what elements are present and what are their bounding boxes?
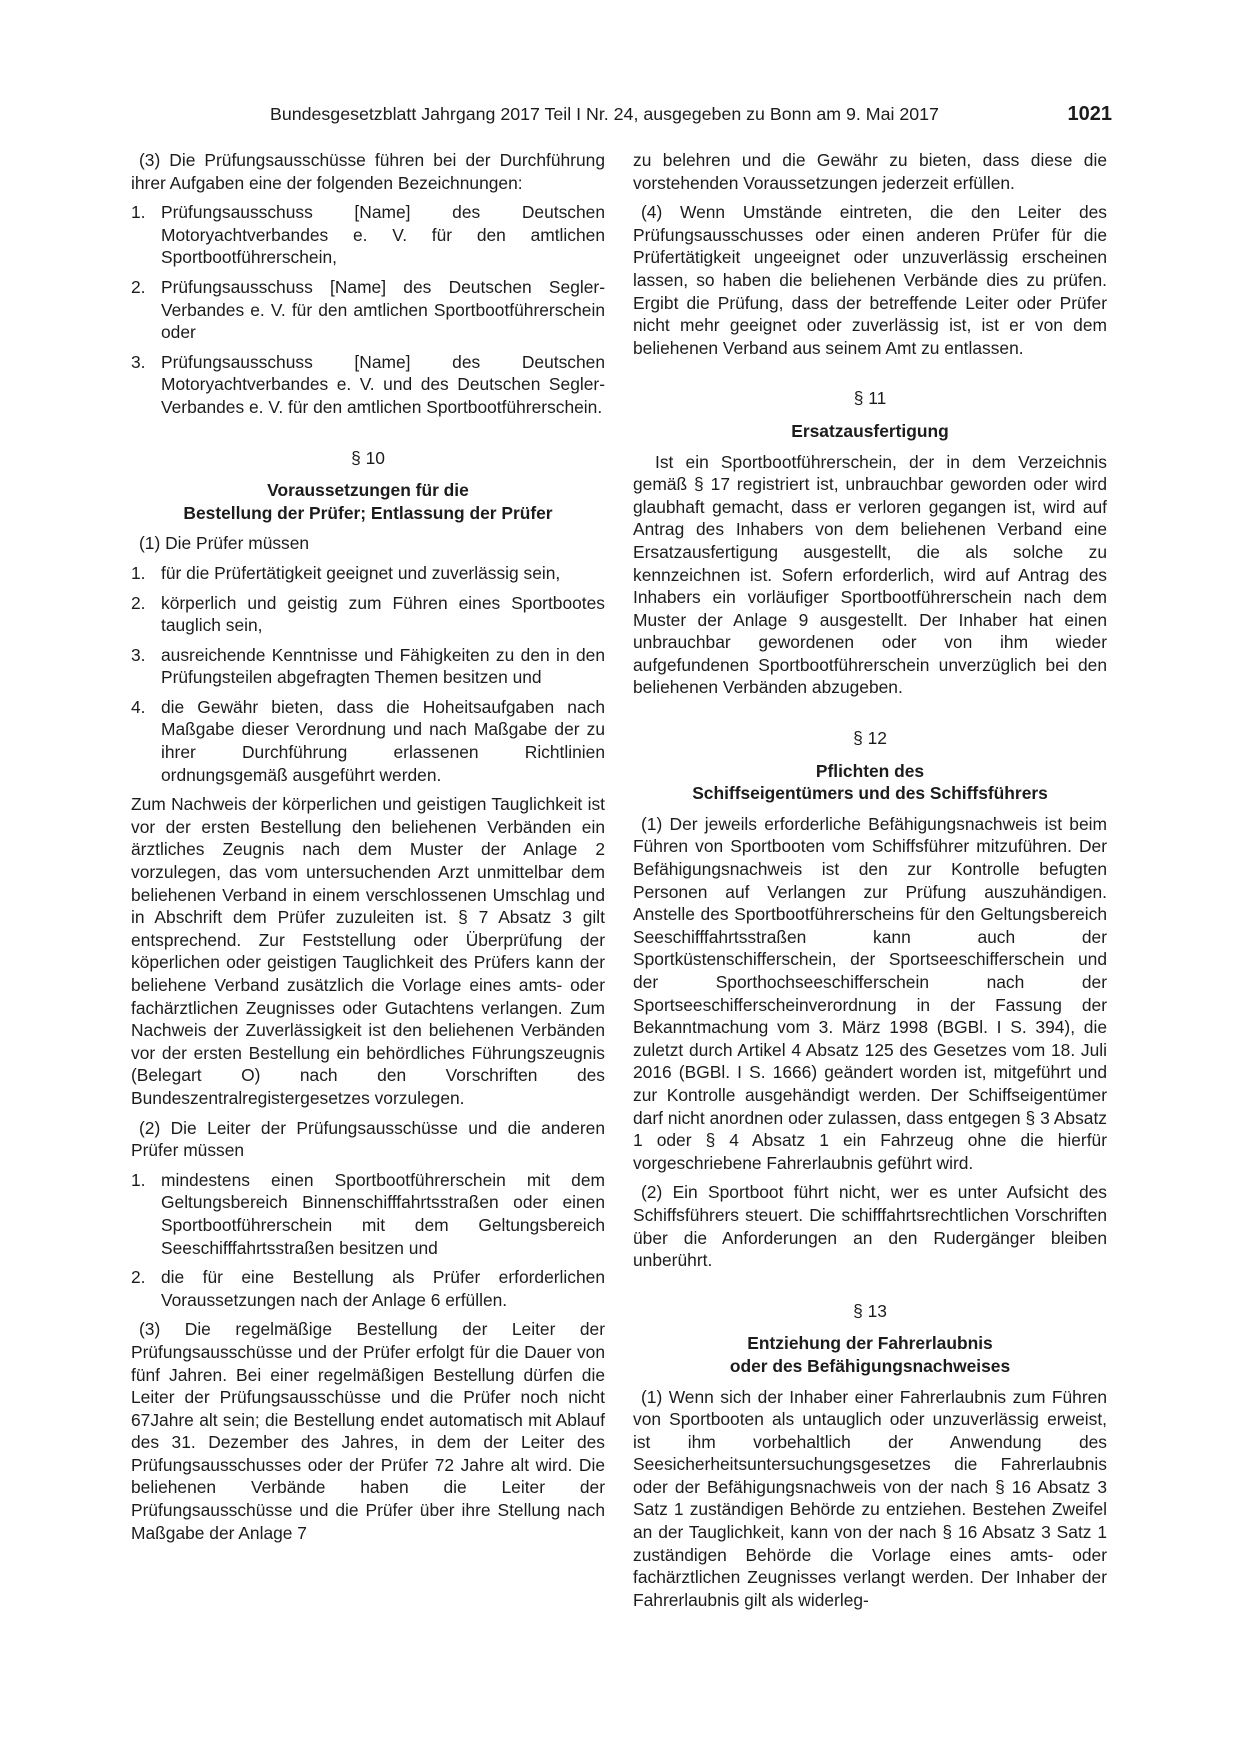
item-text: Prüfungsausschuss [Name] des Deutschen Motoryachtverbandes e. V. und des Deutschen Segler-Verbandes e. V. für den amtlichen Sportbootführerschein. xyxy=(161,351,605,417)
paragraph: (1) Der jeweils erforderliche Befähigungsnachweis ist beim Führen von Sportbooten vom Schiffsführer mitzuführen. Der Befähigungsnachweis ist den zur Kontrolle befugten Personen auf Verlangen zur Prüfung auszuhändigen. Anstelle des Sportbootführerscheins für den Geltungsbereich Seeschifffahrtsstraßen kann auch der Sportküstenschifferschein, der Sportseeschifferschein und der Sporthochseeschifferschein nach der Sportseeschifferscheinverordnung in der Fassung der Bekanntmachung vom 3. März 1998 (BGBl. I S. 394), die zuletzt durch Artikel 4 Absatz 125 des Gesetzes vom 18. Juli 2016 (BGBl. I S. 1666) geändert worden ist, mitgeführt und zur Kontrolle ausgehändigt werden. Der Schiffseigentümer darf nicht anordnen oder zulassen, dass entgegen § 3 Absatz 1 oder § 4 Absatz 1 ein Fahrzeug ohne die hierfür vorgeschriebene Fahrerlaubnis geführt wird. xyxy=(633,813,1107,1173)
item-number: 2. xyxy=(131,592,146,613)
section-number: § 10 xyxy=(351,447,385,468)
list-item xyxy=(131,592,605,637)
paragraph: Zum Nachweis der körperlichen und geistigen Tauglichkeit ist vor der ersten Bestellung den beliehenen Verbänden ein ärztliches Zeugnis nach dem Muster der Anlage 2 vorzulegen, das vom untersuchenden Arzt unmittelbar dem beliehenen Verband in einem verschlossenen Umschlag und in Abschrift dem Prüfer zuzuleiten ist. § 7 Absatz 3 gilt entsprechend. Zur Feststellung oder Überprüfung der köperlichen oder geistigen Tauglichkeit des Prüfers kann der beliehene Verband zusätzlich die Vorlage eines amts- oder fachärztlichen Zeugnisses oder Gutachtens verlangen. Zum Nachweis der Zuverlässigkeit ist den beliehenen Verbänden vor der ersten Bestellung ein behördliches Führungszeugnis (Belegart O) nach den Vorschriften des Bundeszentralregistergesetzes vorzulegen. xyxy=(131,794,605,1108)
section-number: § 11 xyxy=(853,388,887,409)
section-title xyxy=(633,760,1107,805)
paragraph: zu belehren und die Gewähr zu bieten, dass diese die vorstehenden Voraussetzungen jederzeit erfüllen. xyxy=(633,150,1107,193)
item-text: Prüfungsausschuss [Name] des Deutschen Segler-Verbandes e. V. für den amtlichen Sportbootführerschein oder xyxy=(161,276,605,343)
list-item xyxy=(131,276,605,344)
enumerated-list xyxy=(131,1169,605,1312)
list-item xyxy=(131,696,605,786)
page-number: 1021 xyxy=(1067,103,1112,125)
item-text: Prüfungsausschuss [Name] des Deutschen Motoryachtverbandes e. V. für den amtlichen Sportbootführerschein, xyxy=(161,202,605,268)
section-number: § 13 xyxy=(853,1300,887,1321)
item-number: 1. xyxy=(131,202,146,223)
paragraph: (2) Die Leiter der Prüfungsausschüsse und die anderen Prüfer müssen xyxy=(131,1117,605,1161)
list-item xyxy=(131,644,605,689)
paragraph: (3) Die Prüfungsausschüsse führen bei der Durchführung ihrer Aufgaben eine der folgenden Bezeichnungen: xyxy=(131,150,605,193)
paragraph: (1) Wenn sich der Inhaber einer Fahrerlaubnis zum Führen von Sportbooten als untauglich oder unzuverlässig erweist, ist ihm vorbehaltlich der Anwendung des Seesicherheitsuntersuchungsgesetzes die Fahrerlaubnis oder der Befähigungsnachweis von der nach § 16 Absatz 3 Satz 1 zuständigen Behörde zu entziehen. Bestehen Zweifel an der Tauglichkeit, kann von der nach § 16 Absatz 3 Satz 1 zuständigen Behörde die Vorlage eines amts- oder fachärztlichen Zeugnisses verlangt werden. Der Inhaber der Fahrerlaubnis gilt als widerleg- xyxy=(633,1386,1107,1610)
section-title-line: oder des Befähigungsnachweises xyxy=(729,1355,1011,1376)
enumerated-list xyxy=(131,201,605,418)
section-number: § 12 xyxy=(853,728,887,749)
item-number: 4. xyxy=(131,696,146,717)
left-column xyxy=(131,149,605,1551)
item-number: 3. xyxy=(131,644,146,665)
section-title xyxy=(131,479,605,524)
item-number: 3. xyxy=(131,351,146,372)
section-title-line: Entziehung der Fahrerlaubnis xyxy=(747,1333,993,1354)
item-text: ausreichende Kenntnisse und Fähigkeiten zu den in den Prüfungsteilen abgefragten Themen besitzen und xyxy=(161,644,605,688)
section-title xyxy=(633,1332,1107,1377)
section-title-line: Voraussetzungen für die xyxy=(267,480,469,501)
section-title xyxy=(633,420,1107,443)
item-text: die für eine Bestellung als Prüfer erforderlichen Voraussetzungen nach der Anlage 6 erfüllen. xyxy=(161,1267,605,1310)
list-item xyxy=(131,562,605,585)
section-title-line: Ersatzausfertigung xyxy=(791,420,949,441)
running-head: Bundesgesetzblatt Jahrgang 2017 Teil I Nr. 24, ausgegeben zu Bonn am 9. Mai 2017 xyxy=(270,104,939,124)
list-item xyxy=(131,1266,605,1311)
enumerated-list xyxy=(131,562,605,786)
page-header xyxy=(130,101,1112,129)
section-title-line: Schiffseigentümers und des Schiffsführers xyxy=(692,783,1048,804)
item-text: die Gewähr bieten, dass die Hoheitsaufgaben nach Maßgabe dieser Verordnung und nach Maßgabe der zu ihrer Durchführung erlassenen Richtlinien ordnungsgemäß ausgeführt werden. xyxy=(161,696,605,785)
item-text: körperlich und geistig zum Führen eines Sportbootes tauglich sein, xyxy=(161,592,605,636)
item-number: 1. xyxy=(131,1169,146,1190)
paragraph: (3) Die regelmäßige Bestellung der Leiter der Prüfungsausschüsse und der Prüfer erfolgt für die Dauer von fünf Jahren. Bei einer regelmäßigen Bestellung dürfen die Leiter der Prüfungsausschüsse und die Prüfer noch nicht 67Jahre alt sein; die Bestellung endet automatisch mit Ablauf des 31. Dezember des Jahres, in dem der Leiter des Prüfungsausschusses oder der Prüfer 72 Jahre alt wird. Die beliehenen Verbände haben die Leiter der Prüfungsausschüsse und die Prüfer über ihre Stellung nach Maßgabe der Anlage 7 xyxy=(131,1319,605,1543)
paragraph: Ist ein Sportbootführerschein, der in dem Verzeichnis gemäß § 17 registriert ist, unbrauchbar geworden oder wird glaubhaft gemacht, dass er verloren gegangen ist, wird auf Antrag des Inhabers von dem beliehenen Verband eine Ersatzausfertigung ausgestellt, die als solche zu kennzeichnen ist. Sofern erforderlich, wird auf Antrag des Inhabers ein vorläufiger Sportbootführerschein nach dem Muster der Anlage 9 ausgestellt. Der Inhaber hat einen unbrauchbar gewordenen oder von ihm wieder aufgefundenen Sportbootführerschein unverzüglich bei den beliehenen Verbänden abzugeben. xyxy=(633,451,1107,698)
paragraph: (4) Wenn Umstände eintreten, die den Leiter des Prüfungsausschusses oder einen anderen Prüfer für die Prüfertätigkeit ungeeignet oder unzuverlässig erscheinen lassen, so haben die beliehenen Verbände dies zu prüfen. Ergibt die Prüfung, dass der betreffende Leiter oder Prüfer nicht mehr geeignet oder zuverlässig ist, ist er von dem beliehenen Verband aus seinem Amt zu entlassen. xyxy=(633,202,1107,358)
item-text: für die Prüfertätigkeit geeignet und zuverlässig sein, xyxy=(161,562,561,583)
section-title-line: Bestellung der Prüfer; Entlassung der Prüfer xyxy=(183,502,553,523)
item-number: 1. xyxy=(131,562,146,583)
item-number: 2. xyxy=(131,276,146,297)
item-text: mindestens einen Sportbootführerschein mit dem Geltungsbereich Binnenschifffahrtsstraßen oder einen Sportbootführerschein mit dem Geltungsbereich Seeschifffahrtsstraßen besitzen und xyxy=(161,1169,605,1258)
section-title-line: Pflichten des xyxy=(815,760,925,781)
list-item xyxy=(131,201,605,269)
paragraph: (2) Ein Sportboot führt nicht, wer es unter Aufsicht des Schiffsführers steuert. Die schifffahrtsrechtlichen Vorschriften über die Anforderungen an den Rudergänger bleiben unberührt. xyxy=(633,1182,1107,1271)
right-column xyxy=(633,149,1107,1618)
item-number: 2. xyxy=(131,1267,146,1288)
list-item xyxy=(131,351,605,419)
list-item xyxy=(131,1169,605,1259)
paragraph: (1) Die Prüfer müssen xyxy=(139,533,310,554)
